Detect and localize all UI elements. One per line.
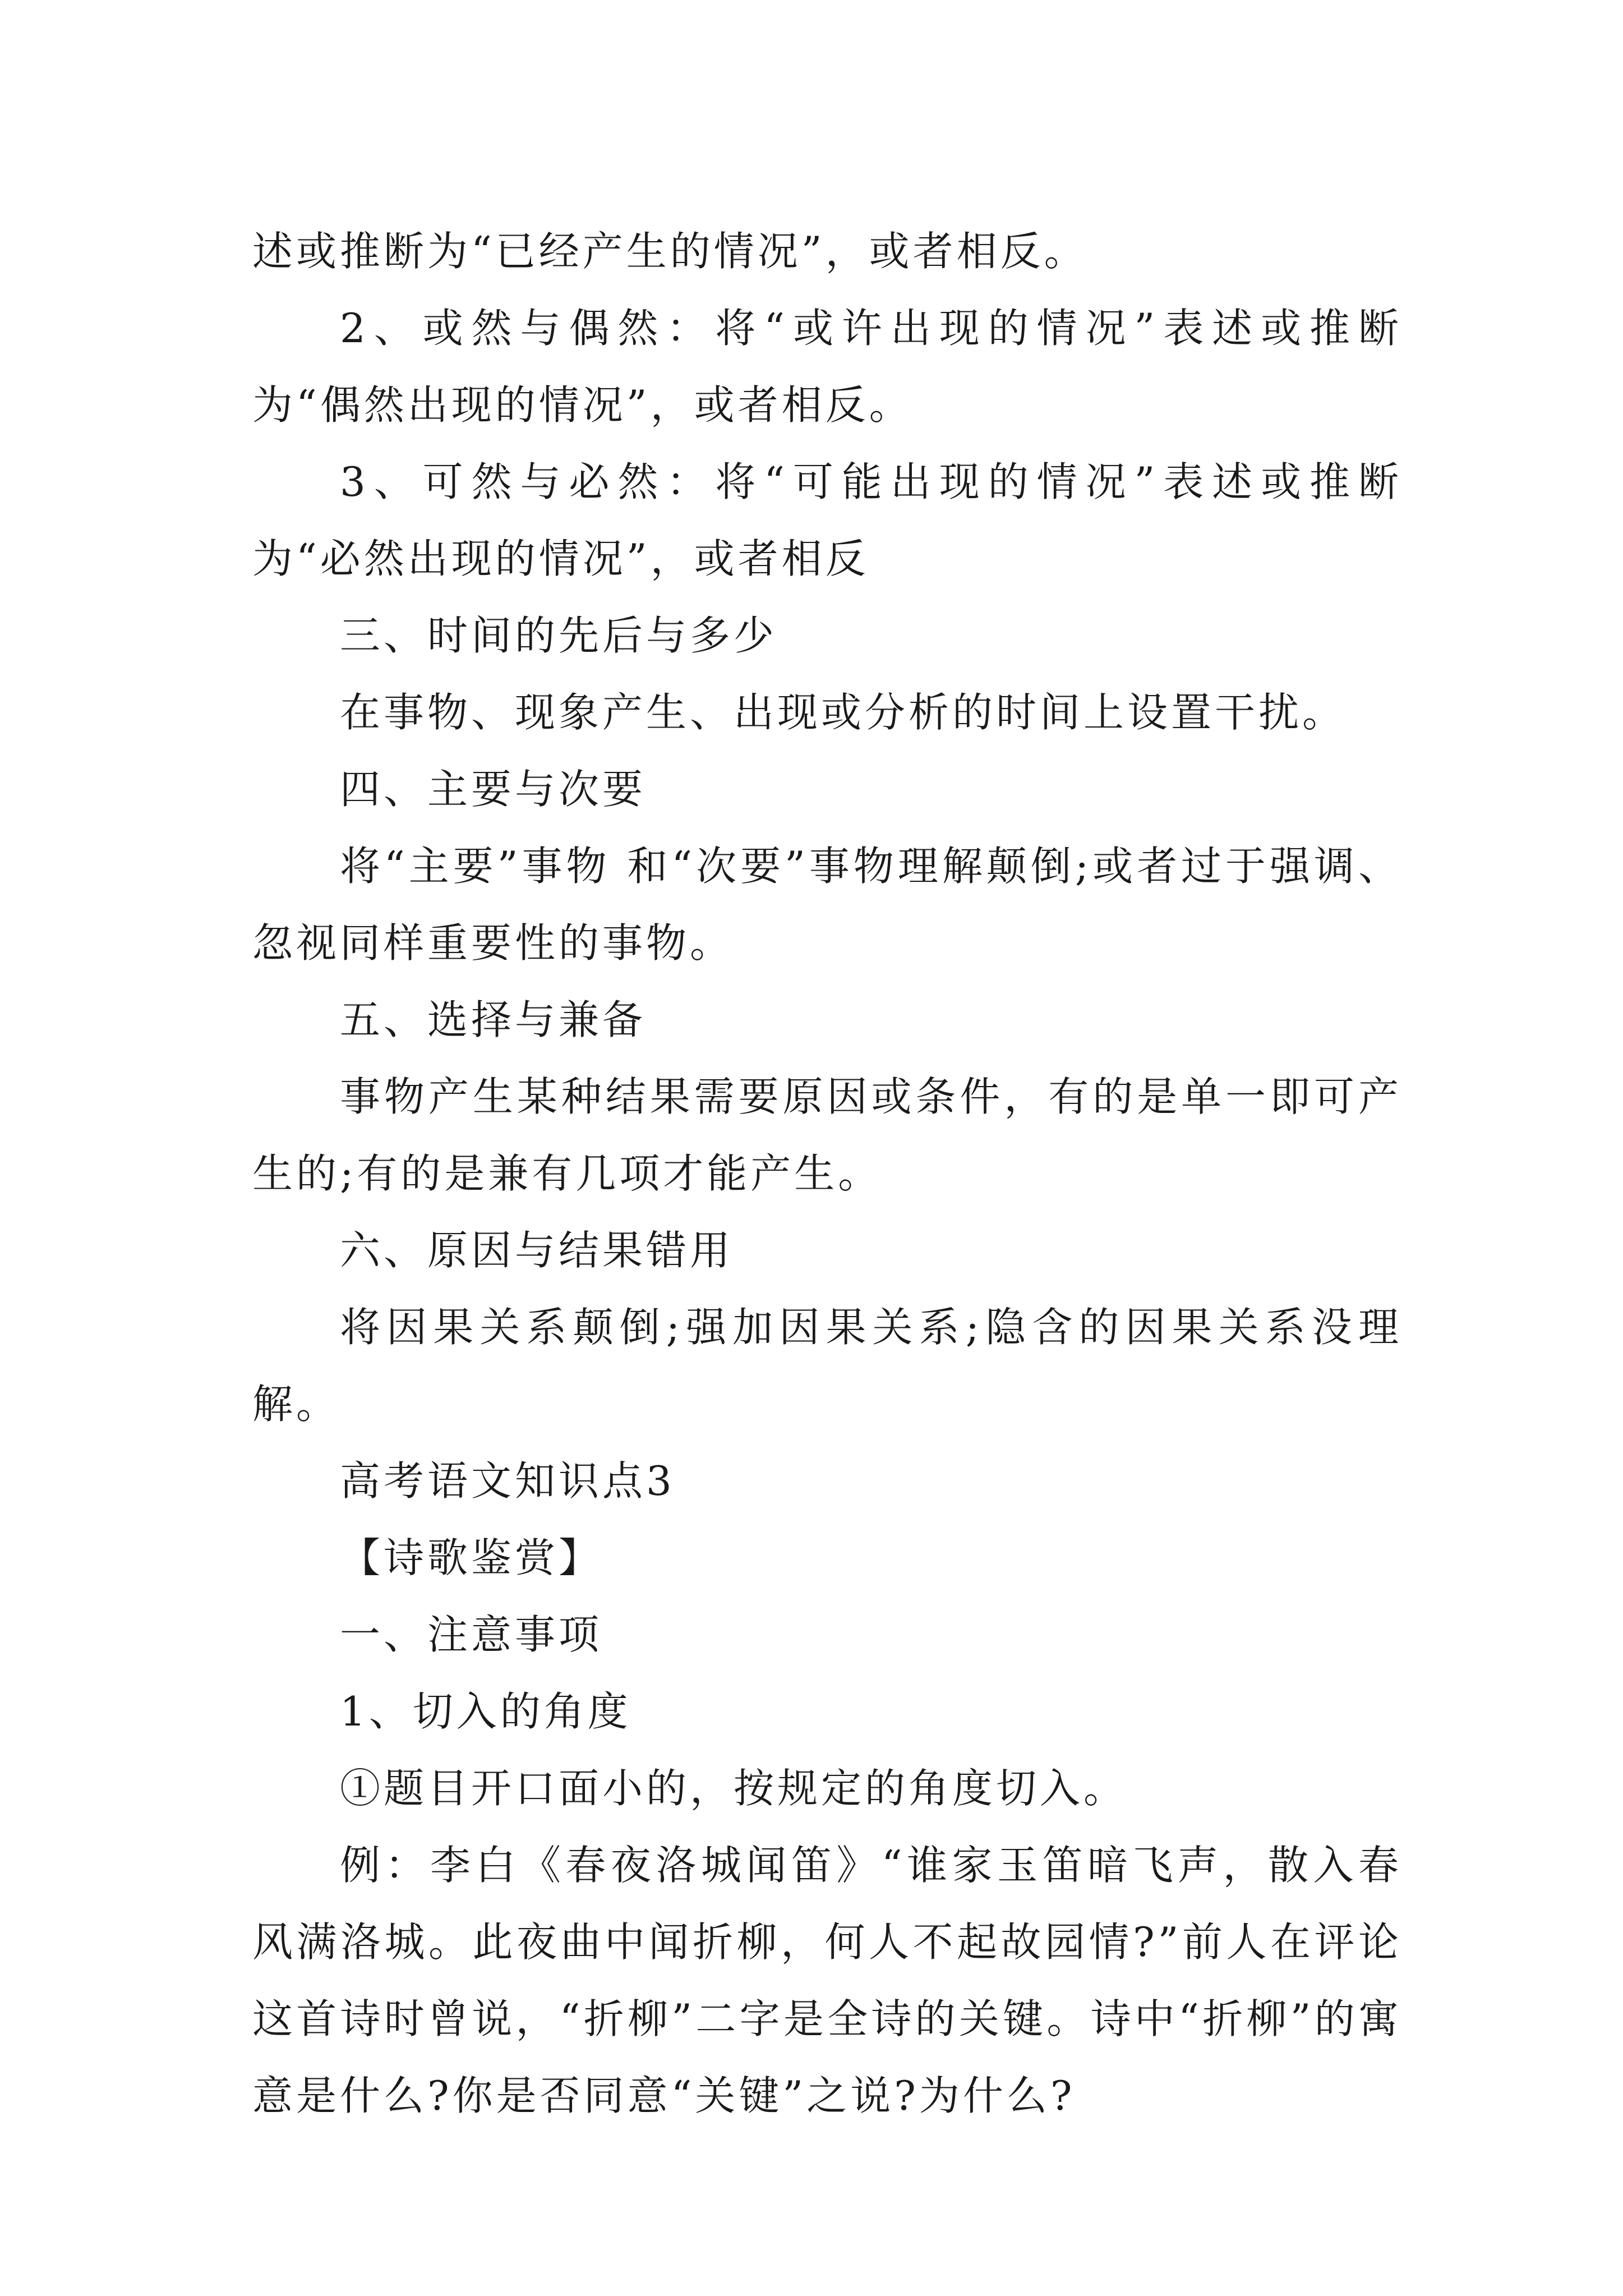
section-heading: 三、时间的先后与多少 bbox=[340, 612, 778, 659]
paragraph: 事物产生某种结果需要原因或条件，有的是单一即可产生的;有的是兼有几项才能产生。 bbox=[252, 1073, 1402, 1197]
section-heading: 四、主要与次要 bbox=[340, 766, 647, 813]
paragraph: 例：李白《春夜洛城闻笛》“谁家玉笛暗飞声，散入春风满洛城。此夜曲中闻折柳，何人不起故园情?”前人在评论这首诗时曾说，“折柳”二字是全诗的关键。诗中“折柳”的寓意是什么?你是否同意“关键”之说?为什么? bbox=[252, 1842, 1402, 2119]
section-heading: 五、选择与兼备 bbox=[340, 996, 647, 1043]
section-heading: 高考语文知识点3 bbox=[340, 1457, 675, 1504]
paragraph: 2、或然与偶然：将“或许出现的情况”表述或推断为“偶然出现的情况”，或者相反。 bbox=[252, 305, 1402, 429]
paragraph: ①题目开口面小的，按规定的角度切入。 bbox=[340, 1765, 1128, 1812]
section-heading: 六、原因与结果错用 bbox=[340, 1227, 734, 1274]
paragraph: 3、可然与必然：将“可能出现的情况”表述或推断为“必然出现的情况”，或者相反 bbox=[252, 458, 1402, 582]
document-body bbox=[252, 213, 1402, 2134]
paragraph: 将“主要”事物 和“次要”事物理解颠倒;或者过于强调、忽视同样重要性的事物。 bbox=[252, 843, 1402, 967]
section-heading: 一、注意事项 bbox=[340, 1611, 603, 1658]
paragraph: 在事物、现象产生、出现或分析的时间上设置干扰。 bbox=[340, 689, 1347, 736]
paragraph: 述或推断为“已经产生的情况”，或者相反。 bbox=[252, 228, 1088, 275]
section-heading: 1、切入的角度 bbox=[340, 1688, 631, 1735]
section-heading: 【诗歌鉴赏】 bbox=[340, 1534, 603, 1581]
paragraph: 将因果关系颠倒;强加因果关系;隐含的因果关系没理解。 bbox=[252, 1304, 1402, 1428]
